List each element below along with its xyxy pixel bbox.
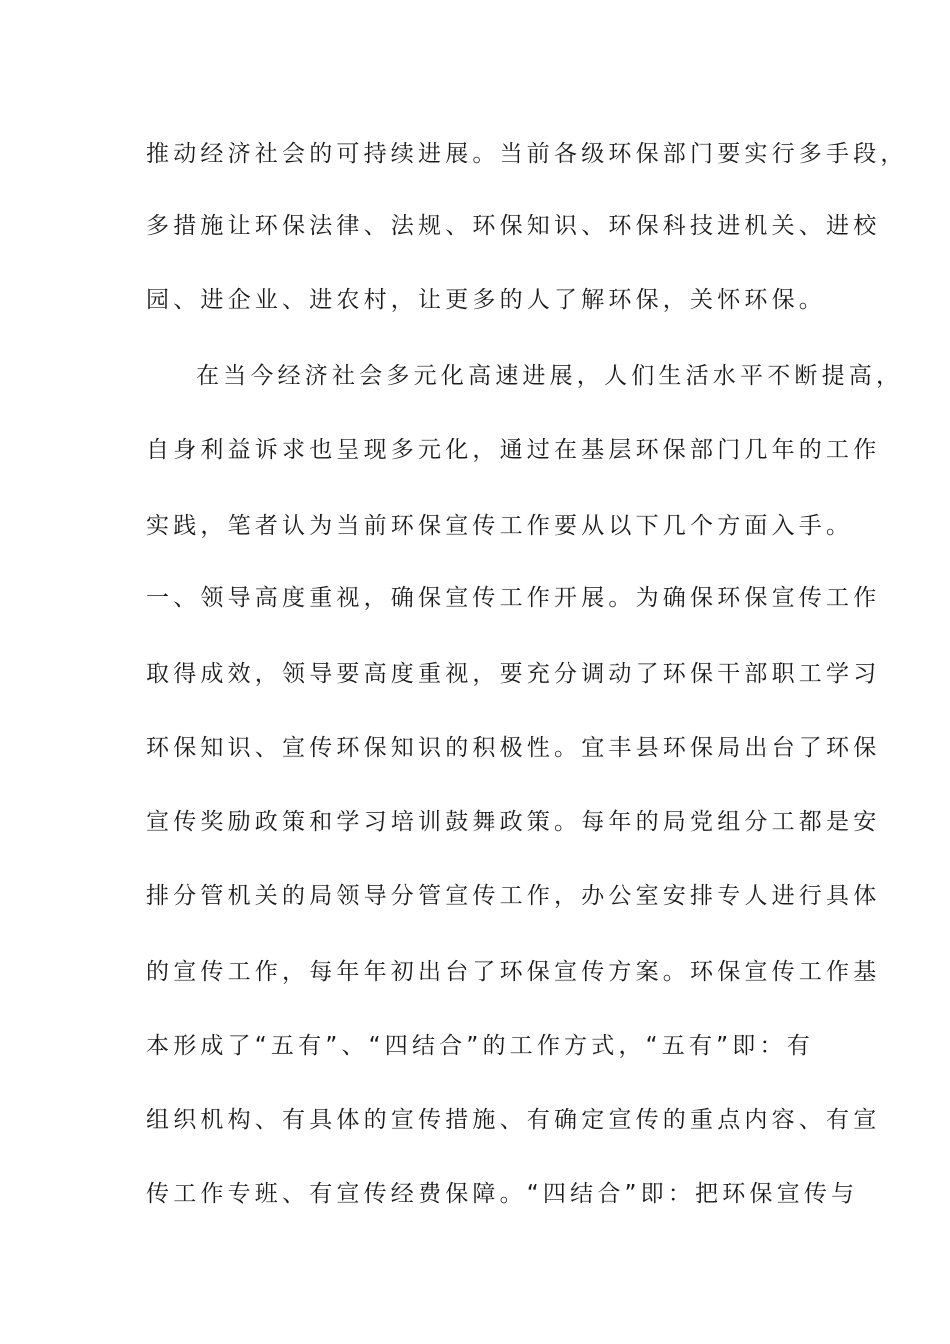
text-line-2: 多措施让环保法律、法规、环保知识、环保科技进机关、进校 <box>146 213 881 239</box>
text-line-9: 环保知识、宣传环保知识的积极性。宜丰县环保局出台了环保 <box>146 735 881 761</box>
text-line-14: 组织机构、有具体的宣传措施、有确定宣传的重点内容、有宣 <box>146 1107 881 1133</box>
text-line-8: 取得成效，领导要高度重视，要充分调动了环保干部职工学习 <box>146 661 881 687</box>
paragraph-start-line: 在当今经济社会多元化高速进展，人们生活水平不断提高， <box>196 363 904 389</box>
text-line-1: 推动经济社会的可持续进展。当前各级环保部门要实行多手段， <box>146 141 908 167</box>
text-line-10: 宣传奖励政策和学习培训鼓舞政策。每年的局党组分工都是安 <box>146 809 881 835</box>
text-line-12: 的宣传工作，每年年初出台了环保宣传方案。环保宣传工作基 <box>146 959 881 985</box>
text-line-5: 自身利益诉求也呈现多元化，通过在基层环保部门几年的工作 <box>146 437 881 463</box>
text-line-15: 传工作专班、有宣传经费保障。“四结合”即：把环保宣传与 <box>146 1181 859 1207</box>
text-line-6: 实践，笔者认为当前环保宣传工作要从以下几个方面入手。 <box>146 513 854 539</box>
text-line-3: 园、进企业、进农村，让更多的人了解环保，关怀环保。 <box>146 287 826 313</box>
section-heading-line: 一、领导高度重视，确保宣传工作开展。为确保环保宣传工作 <box>146 585 881 611</box>
text-line-13: 本形成了“五有”、“四结合”的工作方式，“五有”即：有 <box>146 1033 814 1059</box>
text-line-11: 排分管机关的局领导分管宣传工作，办公室安排专人进行具体 <box>146 883 881 909</box>
